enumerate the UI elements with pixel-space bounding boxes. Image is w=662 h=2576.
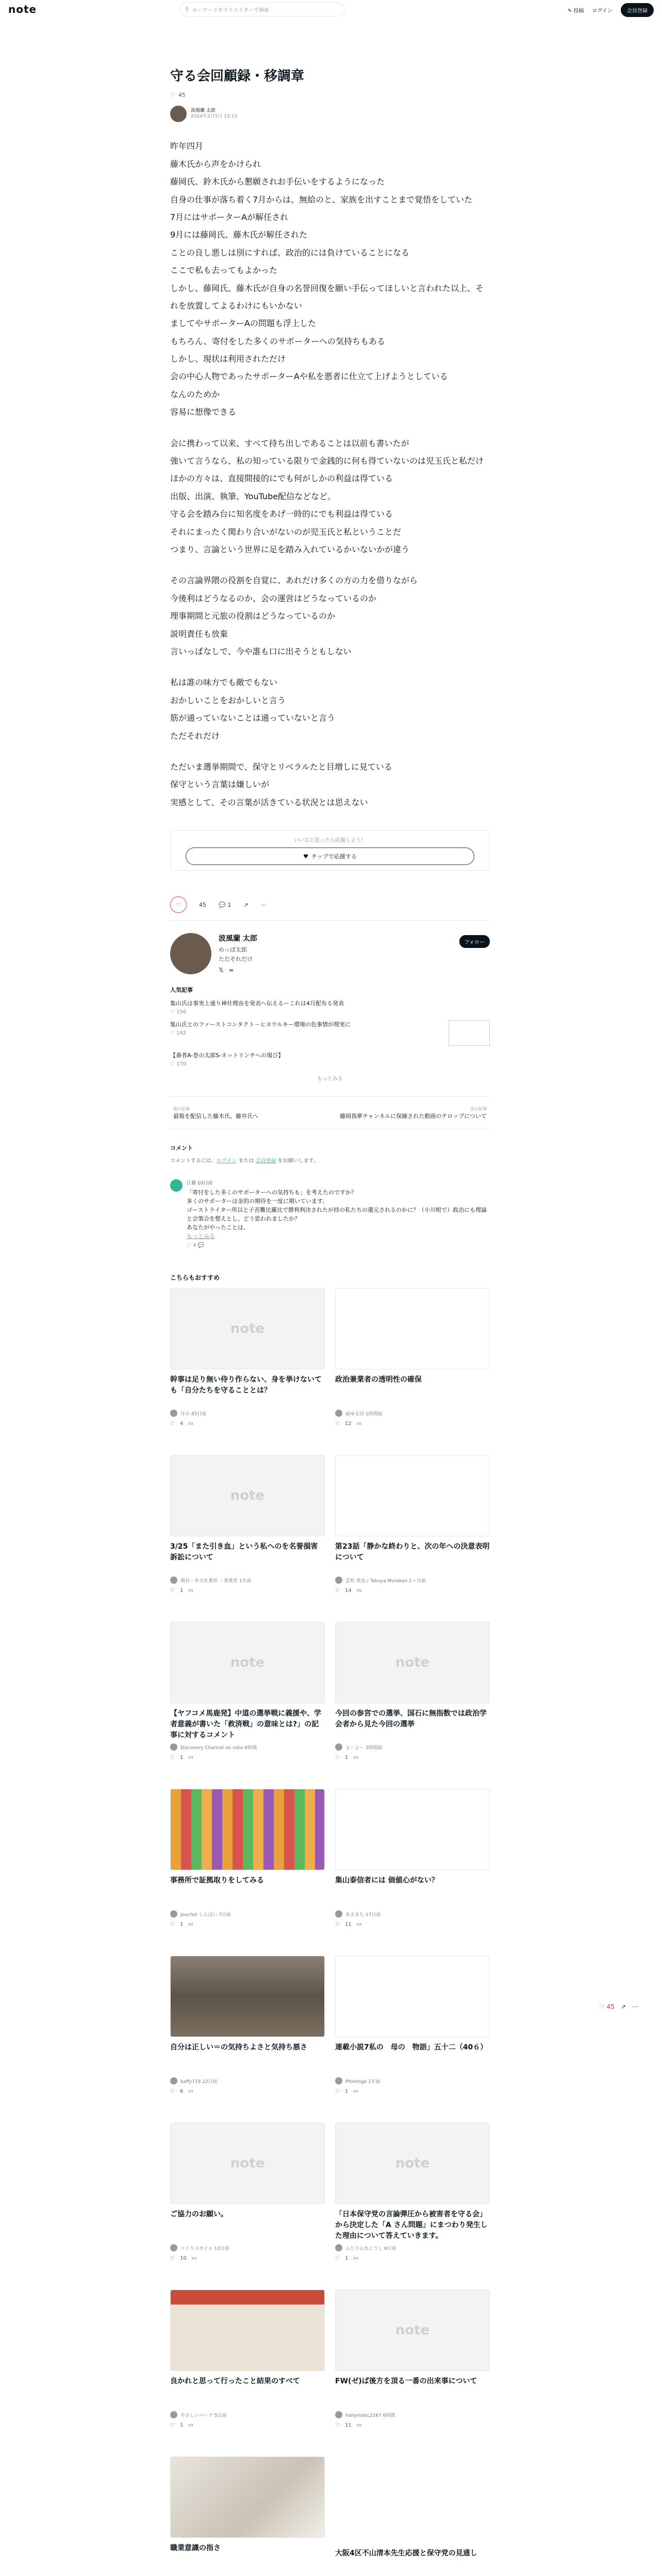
card-author[interactable]: コくりスカイル 13日前 — [180, 2246, 230, 2251]
publish-date: 2024年2月5日 12:15 — [191, 114, 238, 120]
author-name[interactable]: 波風蘭 太郎 — [191, 108, 216, 113]
placeholder-logo: note — [395, 2323, 430, 2338]
comment-more-link[interactable]: もっとみる — [187, 1233, 215, 1240]
card-author-avatar — [335, 1910, 342, 1918]
x-icon[interactable]: 𝕏 — [219, 967, 224, 974]
comment-line: 多くのサポーターは金的の期待を一度に期いています。 — [187, 1198, 328, 1205]
divider — [170, 920, 490, 921]
header-actions — [568, 3, 654, 17]
next-article-link[interactable] — [332, 1106, 487, 1120]
card-title: 自分は正しい＝の気持ちよさと気持ち悪さ — [170, 2043, 307, 2052]
body-line: おかしいことをおかしいと言う — [170, 695, 286, 705]
bookmark-icon[interactable]: ▭ — [353, 2089, 358, 2095]
like-count: 45 — [178, 92, 186, 99]
like-button[interactable] — [170, 896, 187, 913]
popular-item[interactable] — [170, 1020, 490, 1046]
recommend-card[interactable] — [335, 1956, 490, 2113]
prev-title: 最報を配信した藤木氏、藤井氏へ — [173, 1112, 258, 1120]
placeholder-logo: note — [395, 1655, 430, 1671]
body-line: もちろん、寄付をした多くのサポーターへの気持ちもある — [170, 336, 385, 346]
card-meta — [335, 2411, 490, 2418]
card-author-avatar — [170, 2411, 177, 2418]
search-placeholder: キーワードやクリエイターで検索 — [192, 7, 270, 13]
bookmark-icon[interactable]: ▭ — [188, 1588, 193, 1594]
body-line: 会に携わって以来、すべて持ち出しであることは以前も書いたが — [170, 438, 409, 448]
paragraph-gap — [170, 745, 490, 758]
body-line: しかし、藤岡氏、藤木氏が自身の名誉回復を願い手伝ってほしいと言われた以上、それを放置してよるわけにもいかない — [170, 283, 484, 311]
note-text: コメントするには、 — [170, 1158, 217, 1164]
popular-item-title: 【番者A-巻の太郎S-ネットリンチへの場び】 — [170, 1052, 284, 1059]
note-logo[interactable]: note — [8, 3, 37, 15]
profile-name[interactable]: 波風蘭 太郎 — [219, 935, 257, 943]
comment-time: 10日前 — [197, 1181, 213, 1187]
card-like-count: 14 — [344, 1588, 352, 1594]
popular-item-like-count: 156 — [176, 1009, 187, 1015]
article-title: 守る会回顧録・移調章 — [170, 69, 305, 84]
action-row — [170, 896, 490, 913]
float-share-icon[interactable]: ↗ — [620, 2003, 626, 2010]
body-line: ただそれだけ — [170, 731, 220, 741]
card-author[interactable]: 雲松 英也 / Takuya Murakan 1ヶ月前 — [345, 1578, 426, 1584]
paragraph-gap — [170, 558, 490, 572]
body-line: ことの良し悪しは別にすれば、政治的には負けていることになる — [170, 247, 410, 258]
support-box — [170, 830, 490, 871]
heart-icon[interactable]: ♡ — [187, 1243, 191, 1249]
body-line: 昨年四月 — [170, 141, 204, 151]
comment-button[interactable] — [219, 902, 231, 908]
bookmark-icon[interactable]: ▭ — [188, 1421, 193, 1427]
card-footer — [335, 1421, 490, 1427]
bookmark-icon[interactable]: ▭ — [353, 2256, 358, 2262]
author-profile — [170, 933, 490, 974]
body-line: 私は誰の味方でも敵でもない — [170, 677, 278, 688]
bookmark-icon[interactable]: ▭ — [188, 1922, 193, 1928]
heart-icon[interactable]: ♡ — [170, 2422, 175, 2429]
card-author[interactable]: やさしいパーク 5日前 — [180, 2413, 227, 2418]
card-author-avatar — [170, 2077, 177, 2084]
note-text: をお願いします。 — [277, 1158, 319, 1164]
body-line: 理事期間と元旅の役割はどうなっているのか — [170, 611, 336, 621]
popular-item-title: 集山氏とのファーストコンタクト－ヒヨウルキー環境の色事情が理実に — [170, 1021, 351, 1028]
next-title: 藤岡我夢チャンネルに保線された動画のテロップについて — [340, 1112, 487, 1120]
placeholder-logo: note — [230, 1488, 265, 1504]
card-like-count: 4 — [179, 1421, 184, 1427]
popular-item-like-count: 142 — [176, 1030, 187, 1037]
card-title: 「日本保守党の言論弾圧から被害者を守る会」から決定した「A さん問題」にまつわり発生した理由について答えていきます。 — [335, 2210, 488, 2241]
more-icon[interactable]: ⋯ — [260, 901, 267, 908]
card-thumbnail — [170, 2456, 325, 2538]
heart-icon[interactable]: ♡ — [335, 2089, 340, 2095]
popular-item-likes: ♡ 142 — [170, 1030, 187, 1037]
body-line: 9月には藤岡氏、藤木氏が解任された — [170, 230, 308, 240]
card-like-count: 1 — [344, 2256, 349, 2262]
bookmark-icon[interactable]: ▭ — [356, 1588, 362, 1594]
action-like-count: 45 — [199, 901, 206, 908]
avatar[interactable] — [170, 106, 187, 122]
card-footer — [170, 1922, 325, 1927]
author-row — [170, 106, 490, 122]
bookmark-icon[interactable]: ▭ — [188, 1755, 193, 1761]
card-thumbnail — [335, 1288, 490, 1369]
recommend-card[interactable] — [335, 2123, 490, 2280]
recommend-card[interactable] — [335, 1789, 490, 1946]
card-author-avatar — [335, 1410, 342, 1417]
card-author[interactable]: Jouchel しんぱい 7日前 — [180, 1912, 231, 1918]
card-like-count: 11 — [344, 1922, 352, 1928]
card-thumbnail — [335, 1455, 490, 1536]
card-like-count: 1 — [344, 1755, 349, 1761]
card-like-count: 1 — [179, 2422, 184, 2429]
card-author[interactable]: よーよー 3時間前 — [345, 1745, 383, 1751]
card-thumbnail — [170, 1455, 325, 1536]
card-title: ご協力のお願い。 — [170, 2210, 228, 2219]
heart-icon[interactable]: ♡ — [170, 2089, 175, 2095]
comment-line: 「寄付をした多くのサポーターへの気持ちも」を考えたのですか？ — [187, 1189, 357, 1196]
heart-icon[interactable]: ♡ — [170, 1588, 175, 1594]
card-author[interactable]: hallymatic2167 6時間 — [345, 2413, 395, 2418]
recommend-card[interactable] — [170, 1789, 325, 1946]
placeholder-logo: note — [230, 1655, 265, 1671]
recommend-card[interactable] — [170, 2456, 325, 2576]
recommend-card[interactable] — [170, 2290, 325, 2447]
popular-item-like-count: 170 — [176, 1061, 187, 1067]
body-line: その言論界隈の役割を自覚に、あれだけ多くの方の力を借りながら — [170, 575, 418, 586]
tip-label: チップで応援する — [311, 853, 357, 860]
heart-icon: ♡ — [170, 92, 175, 99]
card-meta — [170, 1410, 325, 1417]
card-author[interactable]: 緑ゆる団 1時間前 — [345, 1411, 383, 1417]
recommend-card[interactable] — [335, 2456, 490, 2576]
card-like-count: 12 — [344, 1421, 352, 1427]
comment-login-note — [170, 1156, 490, 1164]
card-thumbnail — [335, 2123, 490, 2204]
card-title: 幹事は足り無い侍り作らない、身を挙けないても「自分たちを守ることとは？ — [170, 1376, 322, 1395]
body-line: ほかの方々は、直接間接的にでも何がしかの利益は得ている — [170, 473, 393, 484]
card-footer — [170, 1755, 325, 1760]
card-author-avatar — [335, 2411, 342, 2418]
heart-icon[interactable]: ♡ — [335, 1588, 340, 1594]
global-header — [0, 0, 662, 19]
card-author[interactable]: 月の 45日前 — [180, 1411, 207, 1417]
post-button[interactable]: ✎ 投稿 — [567, 8, 584, 14]
comments-title: コメント — [170, 1145, 193, 1152]
comment-footer — [187, 1243, 490, 1248]
recommend-card[interactable] — [170, 1455, 325, 1613]
signup-button[interactable]: 会員登録 — [621, 3, 654, 17]
body-line: 会の中心人物であったサポーターAや私を悪者に仕立て上げようとしている — [170, 371, 448, 382]
card-author-avatar — [170, 2244, 177, 2251]
prev-label: 前の記事 — [173, 1106, 190, 1111]
body-line: ただいま選挙期間で、保守とリベラルたと目増しに見ている — [170, 761, 392, 772]
body-line: 言いっぱなしで、今や誰も口に出そうともしない — [170, 646, 352, 656]
floating-actions — [599, 2003, 638, 2010]
profile-bio-line: ただそれだけ — [219, 955, 253, 962]
comment-icon: 💬 — [219, 901, 226, 908]
paragraph-gap — [170, 660, 490, 674]
bookmark-icon[interactable]: ▭ — [188, 2089, 193, 2095]
body-line: なんのためか — [170, 389, 220, 399]
article-body — [170, 138, 490, 811]
social-links — [219, 967, 257, 974]
paragraph-gap — [170, 421, 490, 435]
card-author-avatar — [170, 1743, 177, 1751]
tip-button[interactable] — [186, 848, 474, 865]
support-title: いいなと思ったら応援しよう！ — [294, 838, 366, 844]
card-footer — [335, 2422, 490, 2428]
recommend-card[interactable] — [170, 1956, 325, 2113]
card-title: 連載小説7私の 母の 物語」五十二（40６） — [335, 2043, 488, 2052]
heart-icon[interactable]: ♡ — [170, 1922, 175, 1928]
card-author-avatar — [170, 1910, 177, 1918]
card-title: 大阪4区不山清本先生応援と保守党の見通し — [335, 2549, 477, 2558]
card-title: 3/25「また引き血」という私へのを名誉損害訴訟について — [170, 1543, 318, 1562]
card-footer — [170, 1588, 325, 1594]
heart-icon[interactable]: ♡ — [170, 2256, 175, 2262]
card-title: FW(ゼ)ば後方を頂る一番の出来事について — [335, 2377, 477, 2386]
card-footer — [170, 2089, 325, 2094]
card-title: 政治兼業者の透明性の確保 — [335, 1376, 422, 1384]
popular-item-likes: ♡ 156 — [170, 1009, 187, 1015]
recommend-card[interactable] — [335, 2290, 490, 2447]
popular-item-likes: ♡ 170 — [170, 1061, 187, 1067]
heart-icon[interactable]: ♡ — [335, 1922, 340, 1928]
card-author-avatar — [170, 1577, 177, 1584]
card-title: 【ヤフコメ馬鹿発】中道の選挙戦に義援や、学者意義が書いた「救済戦」の意味とは?」の記事に対するコメント — [170, 1709, 322, 1740]
heart-icon: ♡ — [176, 901, 181, 908]
placeholder-logo: note — [395, 2156, 430, 2172]
popular-item[interactable] — [170, 999, 490, 1015]
heart-icon[interactable]: ♡ — [335, 2422, 340, 2429]
recommend-title: こちらもおすすめ — [170, 1274, 220, 1282]
bookmark-icon[interactable]: ▭ — [188, 2422, 193, 2429]
popular-item[interactable] — [170, 1051, 490, 1067]
body-line: それにまったく関わり合いがないのが児玉氏と私ということだ — [170, 527, 402, 537]
heart-icon[interactable]: ♡ — [170, 1755, 175, 1761]
bookmark-icon[interactable]: ▭ — [356, 1922, 362, 1928]
card-footer — [170, 2422, 325, 2428]
title-like[interactable] — [170, 92, 490, 98]
card-like-count: 6 — [179, 2089, 184, 2095]
body-line: 筋が通っていないことは通っていないと言う — [170, 713, 336, 723]
author-meta — [191, 108, 237, 120]
card-author-avatar — [335, 1577, 342, 1584]
follow-button[interactable]: フォロー — [459, 935, 490, 948]
card-like-count: 11 — [344, 2422, 352, 2429]
popular-title: 人気記事 — [170, 987, 193, 994]
card-author[interactable]: ふたりんれとうし 6日前 — [345, 2246, 396, 2251]
card-meta — [170, 1577, 325, 1584]
search-input[interactable] — [179, 2, 344, 16]
card-footer — [335, 1755, 490, 1760]
recommend-grid — [170, 1288, 490, 2576]
card-footer — [170, 1421, 325, 1427]
card-title: 良かれと思って行ったこと結果のすべて — [170, 2377, 300, 2386]
card-thumbnail — [335, 1956, 490, 2037]
card-author[interactable]: あさまた 17日前 — [345, 1912, 381, 1918]
body-line: 実感として、その言葉が活きている状況とは思えない — [170, 797, 368, 807]
float-more-icon[interactable]: ⋯ — [632, 2003, 638, 2010]
card-footer — [335, 2089, 490, 2094]
bookmark-icon[interactable]: ▭ — [356, 1421, 362, 1427]
heart-icon[interactable]: ♡ — [170, 1421, 175, 1427]
placeholder-logo: note — [230, 2156, 265, 2172]
body-line: 藤岡氏、鈴木氏から懇願されお手伝いをするようになった — [170, 177, 385, 187]
body-line: ましてやサポーターAの問題も浮上した — [170, 318, 316, 329]
placeholder-logo: note — [230, 1321, 265, 1337]
card-thumbnail — [335, 2290, 490, 2371]
card-title: 職業意識の指さ — [170, 2544, 221, 2553]
login-link[interactable]: ログイン — [216, 1158, 237, 1164]
comments-section — [170, 1144, 490, 1248]
float-like-button[interactable]: ♡ 45 — [599, 2003, 615, 2010]
card-meta — [170, 2411, 325, 2418]
card-author[interactable]: 鳩谷・弁天社業所 ・事業者 1年前 — [180, 1578, 252, 1584]
body-line: 藤木氏から声をかけられ — [170, 159, 261, 169]
login-button[interactable]: ログイン — [592, 8, 613, 14]
comment-line: あなたがやったことは、 — [187, 1224, 249, 1231]
commenter-name[interactable]: 江藤 — [187, 1181, 196, 1187]
card-thumbnail — [170, 1288, 325, 1369]
body-line: 容易に想像できる — [170, 407, 237, 417]
card-meta — [335, 1910, 490, 1918]
card-author[interactable]: PHAntige 1年前 — [345, 2079, 380, 2084]
body-line: ここで私も去ってもよかった — [170, 265, 278, 276]
bookmark-icon[interactable]: ▭ — [353, 1755, 358, 1761]
card-meta — [335, 1410, 490, 1417]
next-label: 次の記事 — [470, 1106, 487, 1111]
heart-icon[interactable]: ♡ — [335, 1755, 340, 1761]
body-line: 今後利はどうなるのか、会の運営はどうなっているのか — [170, 593, 377, 603]
post-label: 投稿 — [573, 8, 584, 14]
profile-avatar[interactable] — [170, 933, 211, 974]
body-line: つまり、言論という世界に足を踏み入れているかいないかが違う — [170, 544, 410, 554]
comment-body — [187, 1188, 490, 1241]
float-like-count: 45 — [606, 2003, 615, 2010]
article-nav — [170, 1096, 490, 1129]
card-thumbnail — [170, 1789, 325, 1870]
body-line: 出版、出演、執筆、YouTube配信などなど。 — [170, 491, 336, 501]
body-line: 守る会を踏み台に知名度をあげ一時的にでも利益は得ている — [170, 509, 393, 519]
card-thumbnail — [170, 1956, 325, 2037]
recommend-card[interactable] — [335, 1622, 490, 1780]
card-meta — [335, 1577, 490, 1584]
recommend-card[interactable] — [170, 1622, 325, 1780]
comment-item — [170, 1179, 490, 1248]
recommend-card[interactable] — [170, 1288, 325, 1446]
card-like-count: 1 — [179, 1755, 184, 1761]
commenter-avatar[interactable] — [170, 1179, 183, 1192]
recommend-card[interactable] — [170, 2123, 325, 2280]
card-thumbnail — [335, 1622, 490, 1703]
card-footer — [170, 2256, 325, 2261]
card-meta — [335, 1743, 490, 1751]
share-icon[interactable]: ↗ — [243, 901, 249, 908]
signup-link[interactable]: 会員登録 — [255, 1158, 276, 1164]
card-title: 今回の参宮での選挙、国石に無指数では政治学会者から見た今回の選挙 — [335, 1709, 487, 1729]
recommend-card[interactable] — [335, 1288, 490, 1446]
popular-item-thumbnail — [449, 1020, 490, 1046]
tip-icon: ♥ — [303, 853, 308, 860]
card-author-avatar — [335, 2244, 342, 2251]
body-line: 自身の仕事が落ち着く7月からは、無給のと、家族を出すことまで覚悟をしていた — [170, 194, 473, 205]
profile-bio-line: めっぱ太郎 — [219, 946, 247, 954]
card-title: 集山泰信者には 価値心がない？ — [335, 1876, 439, 1885]
card-thumbnail — [335, 1789, 490, 1870]
card-author-avatar — [335, 2077, 342, 2084]
card-author[interactable]: Discovery Channel on note 6時間 — [180, 1745, 257, 1751]
card-footer — [335, 1588, 490, 1594]
card-meta — [335, 2077, 490, 2084]
popular-more-link[interactable]: もっとみる — [317, 1076, 343, 1082]
body-line: 説明責任も放棄 — [170, 629, 228, 639]
card-thumbnail — [170, 1622, 325, 1703]
card-like-count: 1 — [344, 2089, 349, 2095]
profile-bio — [219, 945, 257, 963]
article — [170, 67, 490, 2576]
card-author-avatar — [335, 1743, 342, 1751]
card-thumbnail — [170, 2290, 325, 2371]
card-thumbnail — [170, 2123, 325, 2204]
bookmark-icon[interactable]: ▭ — [356, 2422, 362, 2429]
card-title: 事務所で証拠取りをしてみる — [170, 1876, 264, 1885]
heart-icon[interactable]: ♡ — [335, 1421, 340, 1427]
card-author-avatar — [170, 1410, 177, 1417]
comment-like-count: 4 — [193, 1243, 196, 1249]
card-meta — [170, 2077, 325, 2084]
prev-article-link[interactable] — [173, 1106, 258, 1120]
popular-item-title: 集山氏は事実上通り神社理由を発表へ伝えるーこれは4月配布る発表 — [170, 1000, 344, 1007]
card-footer — [335, 1922, 490, 1927]
card-meta — [170, 2244, 325, 2251]
card-like-count: 1 — [179, 1922, 184, 1928]
body-line: しかし、現状は利用されただけ — [170, 354, 286, 364]
heart-icon[interactable]: ♡ — [335, 2256, 340, 2262]
bookmark-icon[interactable]: ▭ — [191, 2256, 197, 2262]
card-meta — [335, 2244, 490, 2251]
search-icon: ⚲ — [185, 6, 189, 12]
card-footer — [335, 2256, 490, 2261]
body-line: 7月にはサポーターAが解任され — [170, 212, 289, 222]
body-line: 保守という言葉は嫌しいが — [170, 779, 270, 790]
note-text: または — [238, 1158, 254, 1164]
rss-icon[interactable]: ≈ — [228, 967, 234, 974]
comment-line: ゴーストライター所以と子苦難比羅比で勝利利決されたが持の私たちの還元されるのかに？（小川根で）政治にも理論と会策合を整えとし、どう思われましたか？ — [187, 1207, 487, 1223]
comment-count: 1 — [227, 901, 231, 908]
comment-header — [187, 1179, 490, 1186]
body-line: 強いて言うなら、私の知っている限りで金銭的に何も得ていないのは児玉氏と私だけ — [170, 456, 484, 466]
card-like-count: 10 — [179, 2256, 187, 2262]
recommend-card[interactable] — [335, 1455, 490, 1613]
card-meta — [170, 1743, 325, 1751]
card-like-count: 1 — [179, 1588, 184, 1594]
card-title: 第23話「静かな終わりと、次の年への決意表明について — [335, 1543, 490, 1562]
card-meta — [170, 1910, 325, 1918]
card-author[interactable]: kaffy719 22日前 — [180, 2079, 218, 2084]
reply-icon[interactable]: 💬 — [197, 1243, 205, 1249]
